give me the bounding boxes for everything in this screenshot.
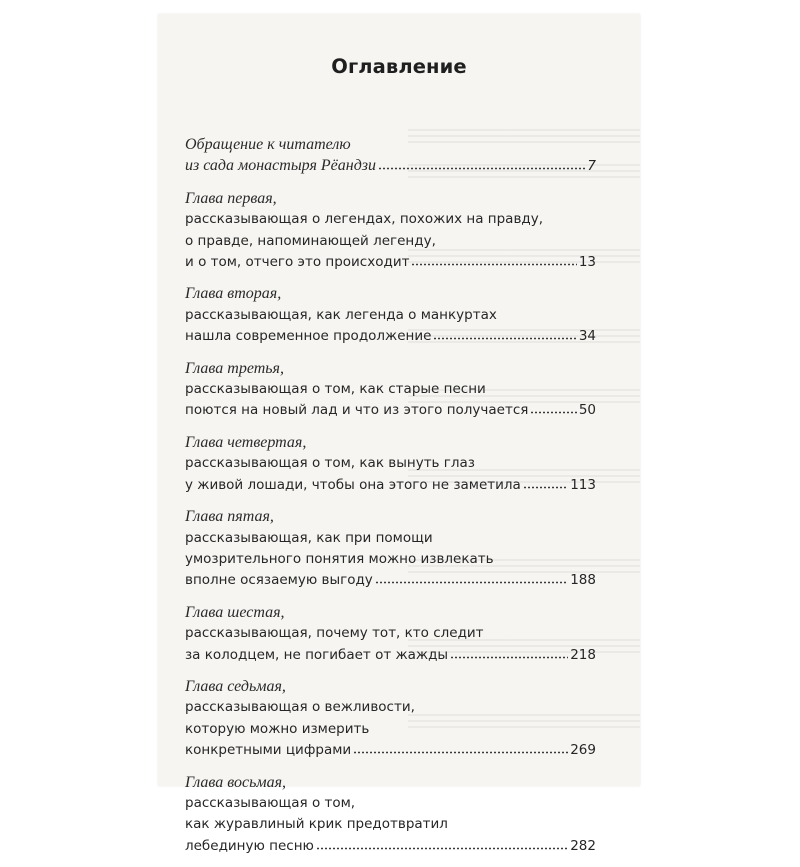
chapter-description: у живой лошади, чтобы она этого не заметила xyxy=(185,476,521,493)
chapter-description: рассказывающая о легендах, похожих на правду, xyxy=(185,211,544,228)
page-number: 113 xyxy=(570,476,596,493)
chapter-label: Глава первая, xyxy=(185,189,277,207)
chapter-description: лебединую песню xyxy=(185,837,314,854)
chapter-label: Глава седьмая, xyxy=(185,677,286,695)
toc-line-with-page xyxy=(185,326,596,347)
toc-line-with-page xyxy=(185,252,596,273)
table-of-contents xyxy=(185,134,596,867)
page-number: 7 xyxy=(587,158,596,175)
toc-entry xyxy=(185,676,596,762)
toc-line-with-page xyxy=(185,155,596,177)
dot-leader xyxy=(433,337,576,340)
chapter-label: Глава восьмая, xyxy=(185,773,287,791)
toc-entry xyxy=(185,602,596,666)
page-number: 50 xyxy=(578,402,596,419)
toc-line-with-page xyxy=(185,740,596,761)
chapter-description: за колодцем, не погибает от жажды xyxy=(185,646,449,663)
dot-leader xyxy=(378,167,585,170)
chapter-label: Глава шестая, xyxy=(185,603,285,621)
chapter-label: Глава третья, xyxy=(185,359,284,377)
toc-entry xyxy=(185,134,596,178)
toc-line-with-page xyxy=(185,836,596,857)
toc-line-with-page xyxy=(185,570,596,591)
chapter-description: рассказывающая о том, как старые песни xyxy=(185,381,486,398)
page-number: 269 xyxy=(570,742,596,759)
dot-leader xyxy=(316,847,568,850)
chapter-label: Глава четвертая, xyxy=(185,433,307,451)
dot-leader xyxy=(411,263,576,266)
dot-leader xyxy=(530,411,576,414)
page-number: 218 xyxy=(570,646,596,663)
chapter-label: Глава вторая, xyxy=(185,285,282,303)
chapter-description: рассказывающая о вежливости, xyxy=(185,699,415,716)
page-title: Оглавление xyxy=(331,55,467,78)
toc-entry xyxy=(185,432,596,496)
toc-entry xyxy=(185,283,596,347)
toc-entry xyxy=(185,506,596,592)
dot-leader xyxy=(353,751,568,754)
dot-leader xyxy=(375,581,568,584)
chapter-description: Обращение к читателю xyxy=(185,136,351,153)
book-page xyxy=(158,14,640,854)
chapter-description: рассказывающая о том, как вынуть глаз xyxy=(185,455,475,472)
dot-leader xyxy=(450,656,568,659)
chapter-label: Глава пятая, xyxy=(185,508,274,526)
page-number: 13 xyxy=(578,254,596,271)
chapter-description: рассказывающая о том, xyxy=(185,794,356,811)
page-number: 34 xyxy=(578,328,596,345)
chapter-description: рассказывающая, как при помощи xyxy=(185,529,433,546)
chapter-description: из сада монастыря Рёандзи xyxy=(185,157,377,175)
chapter-description: как журавлиный крик предотвратил xyxy=(185,816,448,833)
chapter-description: конкретными цифрами xyxy=(185,742,352,759)
toc-entry xyxy=(185,188,596,274)
chapter-description: поются на новый лад и что из этого получается xyxy=(185,402,529,419)
chapter-description: нашла современное продолжение xyxy=(185,328,432,345)
chapter-description: вполне осязаемую выгоду xyxy=(185,572,373,589)
chapter-description: о правде, напоминающей легенду, xyxy=(185,232,436,249)
toc-entry xyxy=(185,358,596,422)
chapter-description: рассказывающая, почему тот, кто следит xyxy=(185,625,484,642)
toc-line-with-page xyxy=(185,645,596,666)
toc-entry xyxy=(185,772,596,858)
dot-leader xyxy=(523,486,568,489)
toc-line-with-page xyxy=(185,475,596,496)
toc-line-with-page xyxy=(185,400,596,421)
chapter-description: рассказывающая, как легенда о манкуртах xyxy=(185,306,497,323)
page-number: 282 xyxy=(570,837,596,854)
chapter-description: и о том, отчего это происходит xyxy=(185,254,410,271)
chapter-description: которую можно измерить xyxy=(185,720,370,737)
chapter-description: умозрительного понятия можно извлекать xyxy=(185,550,494,567)
page-number: 188 xyxy=(570,572,596,589)
